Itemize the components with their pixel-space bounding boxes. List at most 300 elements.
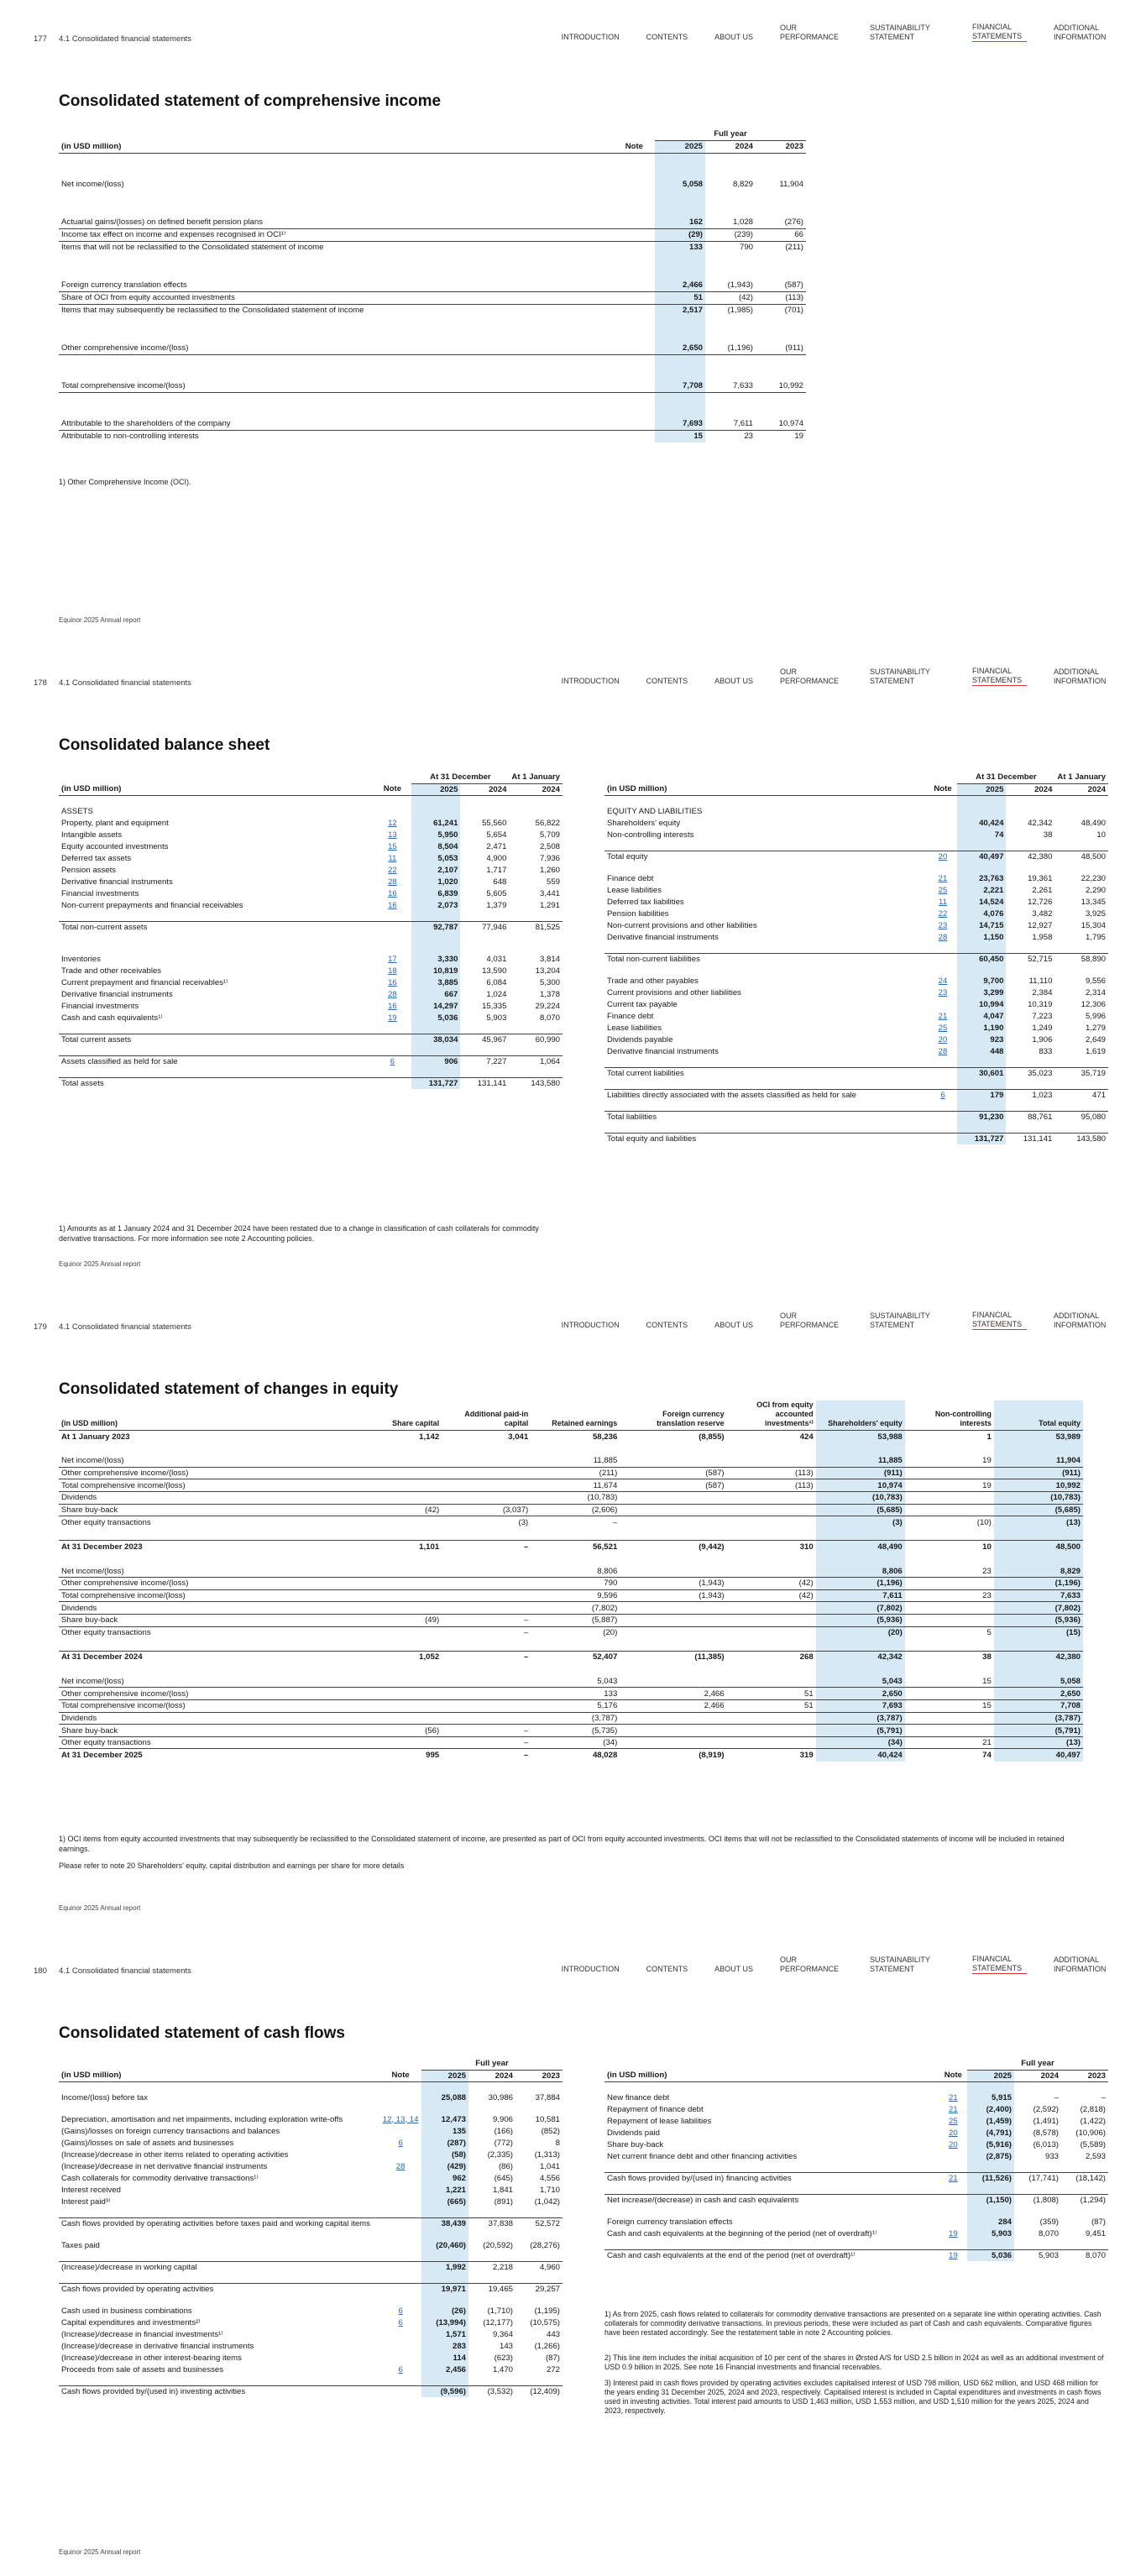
row-note (379, 2137, 421, 2149)
row-note (929, 1133, 958, 1144)
spacer-cell (1054, 943, 1108, 953)
spacer-cell (411, 805, 460, 817)
spacer-cell (604, 1079, 929, 1089)
row-note (379, 2196, 421, 2207)
row-value: 7,633 (994, 1589, 1083, 1602)
row-note (373, 1034, 411, 1045)
row-label: Dividends (59, 1602, 353, 1615)
nav-introduction[interactable]: INTRODUCTION (561, 33, 620, 41)
spacer-cell (994, 1528, 1083, 1541)
nav-contents[interactable]: CONTENTS (646, 33, 688, 41)
nav-contents[interactable]: CONTENTS (646, 1321, 688, 1329)
row-value: 11,885 (816, 1455, 905, 1468)
note-link[interactable]: 11 (939, 897, 947, 907)
spacer-cell (59, 165, 614, 178)
spacer-cell (1006, 965, 1054, 975)
row-note (373, 1077, 411, 1089)
note-link[interactable]: 16 (388, 888, 397, 898)
value-prior-year-2: (211) (785, 243, 803, 253)
nav-financial-statements[interactable]: FINANCIAL STATEMENTS (972, 1954, 1027, 1974)
row-value (442, 1455, 531, 1468)
spacer-cell (509, 933, 563, 943)
note-link[interactable]: 6 (398, 2138, 403, 2148)
top-nav (535, 22, 1112, 42)
row-note (939, 2150, 967, 2162)
row-label: At 31 December 2025 (59, 1749, 353, 1762)
note-link[interactable]: 6 (398, 2317, 403, 2327)
spacer-cell (614, 191, 655, 203)
table-row (59, 2239, 563, 2251)
row-value (905, 1504, 994, 1516)
nav-about-us[interactable]: ABOUT US (714, 1965, 753, 1973)
row-value: (13) (994, 1736, 1083, 1749)
note-link[interactable]: 25 (938, 1023, 948, 1033)
value-current-year: 1,190 (957, 1022, 1006, 1034)
row-note (373, 899, 411, 911)
note-link[interactable]: 28 (395, 2161, 406, 2171)
spacer-cell (939, 2206, 967, 2216)
value-current-year: (429) (421, 2160, 468, 2172)
spacer-cell (1006, 1123, 1054, 1133)
row-note (379, 2328, 421, 2340)
note-link[interactable]: 28 (388, 989, 397, 999)
note-link[interactable]: 21 (938, 1011, 948, 1021)
value-prior-year-2: 559 (546, 877, 560, 887)
value-current-year: (26) (421, 2305, 468, 2317)
row-label: Net income/(loss) (61, 1676, 124, 1686)
table-row (59, 228, 806, 241)
value-prior-year-2: 3,441 (539, 888, 560, 898)
section-label: 4.1 Consolidated financial statements (59, 678, 191, 688)
nav-sustainability[interactable]: SUSTAINABILITY STATEMENT (870, 668, 930, 685)
spacer-cell (957, 862, 1006, 872)
value-prior-year-2: (1,042) (534, 2196, 560, 2207)
spacer-cell (705, 203, 756, 216)
note-link[interactable]: 23 (938, 920, 948, 930)
note-link[interactable]: 19 (949, 2250, 958, 2260)
row-value: 7,693 (816, 1700, 905, 1713)
nav-contents[interactable]: CONTENTS (646, 677, 688, 685)
footnote-1: 1) OCI items from equity accounted investments that may subsequently be reclassified to the Consolidated statement of income, are presented as part of OCI from equity accounted investments. OCI items that will not be reclassified to the Consolidated statements of income will be included in retained earnings. (59, 1835, 1065, 1853)
nav-about-us[interactable]: ABOUT US (714, 677, 753, 685)
nav-our-performance[interactable]: OUR PERFORMANCE (780, 668, 840, 685)
row-label: (Increase)/decrease in working capital (59, 2261, 379, 2273)
header-unit: (in USD million) (607, 784, 667, 794)
value-prior-year: 35,023 (1006, 1067, 1054, 1079)
value-prior-year-2: – (1101, 2092, 1106, 2102)
spacer-cell (604, 795, 929, 805)
value-current-year: 448 (957, 1045, 1006, 1057)
row-note (373, 840, 411, 852)
row-label: Share buy-back (607, 2139, 664, 2149)
spacer-row (59, 2207, 563, 2217)
row-value: 51 (727, 1700, 816, 1713)
row-value: (5,685) (994, 1504, 1083, 1516)
value-current-year: 135 (421, 2125, 468, 2137)
row-label: Current prepayment and financial receivables¹⁾ (61, 977, 228, 987)
nav-additional-information[interactable]: ADDITIONAL INFORMATION (1054, 1956, 1107, 1973)
row-label: Items that will not be reclassified to the Consolidated statement of income (61, 243, 324, 253)
row-note (929, 1067, 958, 1079)
spacer-row (59, 911, 563, 921)
spacer-cell (442, 1639, 531, 1652)
spacer-cell (604, 2162, 939, 2172)
row-note (379, 2261, 421, 2273)
row-label: Total non-current liabilities (604, 953, 929, 965)
nav-about-us[interactable]: ABOUT US (714, 33, 753, 41)
note-link[interactable]: 25 (949, 2116, 958, 2126)
table-row (59, 976, 563, 988)
spacer-cell (59, 329, 614, 342)
row-value (442, 1491, 531, 1504)
value-current-year: 5,915 (967, 2092, 1014, 2103)
header-spacer (373, 772, 411, 783)
note-link[interactable]: 6 (398, 2364, 403, 2374)
value-current-year: 6,839 (411, 887, 460, 899)
spacer-cell (59, 1639, 353, 1652)
row-label: Other comprehensive income/(loss) (61, 343, 189, 353)
table-row (604, 2172, 1108, 2184)
spacer-cell (1006, 1079, 1054, 1089)
value-current-year: 2,107 (411, 864, 460, 876)
row-value (353, 1516, 442, 1529)
value-prior-year-2: 58,890 (1054, 953, 1108, 965)
spacer-cell (905, 1552, 994, 1565)
spacer-cell (531, 1663, 620, 1676)
nav-additional-information[interactable]: ADDITIONAL INFORMATION (1054, 1312, 1107, 1329)
value-current-year: 5,950 (411, 829, 460, 840)
spacer-cell (929, 965, 958, 975)
table-row (604, 2092, 1108, 2103)
row-label: (Increase)/decrease in net derivative financial instruments (61, 2161, 268, 2171)
value-prior-year: 15,335 (482, 1001, 507, 1011)
note-link[interactable]: 28 (388, 877, 397, 887)
value-prior-year-2: 10 (1096, 830, 1106, 840)
row-note (379, 2352, 421, 2364)
note-link[interactable]: 25 (938, 885, 948, 895)
footnote: 1) Other Comprehensive Income (OCI). (59, 478, 191, 486)
nav-sustainability[interactable]: SUSTAINABILITY STATEMENT (870, 24, 930, 41)
row-value: 48,028 (531, 1749, 620, 1762)
spacer-cell (442, 1552, 531, 1565)
row-value (620, 1516, 726, 1529)
row-note (929, 975, 958, 987)
header-row (604, 783, 1108, 795)
row-note (929, 829, 958, 840)
header-2025: 2025 (411, 783, 460, 795)
footnote-2: 2) This line item includes the initial acquisition of 10 per cent of the shares in Ørsted A/S for USD 2.5 billion in 2024 as well as an additional investment of USD 0.9 billion in 2025. See note 16 Financial investments and financial receivables. (604, 2353, 1104, 2371)
value-current-year: 2,073 (411, 899, 460, 911)
nav-financial-statements[interactable]: FINANCIAL STATEMENTS (972, 22, 1027, 42)
page-title: Consolidated balance sheet (59, 736, 270, 754)
value-current-year: 3,330 (411, 953, 460, 965)
note-link[interactable]: 17 (388, 954, 397, 964)
spacer-cell (816, 1639, 905, 1652)
value-current-year: 38,439 (421, 2217, 468, 2229)
table-row (604, 1010, 1108, 1022)
note-link[interactable]: 22 (388, 865, 397, 875)
row-note (379, 2160, 421, 2172)
spacer-cell (905, 1639, 994, 1652)
value-current-year: 5,903 (967, 2228, 1014, 2239)
note-link[interactable]: 12, 13, 14 (382, 2114, 419, 2124)
value-prior-year-2: (701) (784, 306, 803, 316)
spacer-cell (1061, 2081, 1108, 2092)
nav-financial-statements[interactable]: FINANCIAL STATEMENTS (972, 666, 1027, 686)
spacer-cell (905, 1442, 994, 1455)
spacer-row (59, 1067, 563, 1077)
nav-our-performance[interactable]: OUR PERFORMANCE (780, 1956, 840, 1973)
row-note (373, 965, 411, 976)
spacer-row (59, 329, 806, 342)
note-link[interactable]: 21 (949, 2173, 958, 2183)
table-row (59, 241, 806, 254)
note-link[interactable]: 20 (938, 1034, 948, 1045)
row-note (379, 2092, 421, 2103)
value-prior-year: 1,024 (486, 989, 507, 999)
row-note (614, 417, 655, 430)
nav-sustainability[interactable]: SUSTAINABILITY STATEMENT (870, 1956, 930, 1973)
value-current-year: 51 (655, 291, 705, 304)
table-row (59, 342, 806, 354)
row-label: Trade and other receivables (61, 966, 162, 976)
note-link[interactable]: 21 (949, 2104, 958, 2114)
row-label: Repayment of finance debt (607, 2104, 704, 2114)
spacer-cell (509, 1045, 563, 1055)
row-value: 5,058 (994, 1675, 1083, 1688)
spacer-row (59, 317, 806, 329)
value-prior-year: (2,335) (487, 2149, 513, 2160)
nav-our-performance[interactable]: OUR PERFORMANCE (780, 24, 840, 41)
spacer-cell (421, 2229, 468, 2239)
row-value: (5,791) (994, 1725, 1083, 1737)
page-title: Consolidated statement of cash flows (59, 2024, 345, 2042)
row-note (379, 2317, 421, 2328)
table-row (59, 1516, 1083, 1529)
row-value: – (442, 1736, 531, 1749)
value-prior-year: 42,342 (1028, 818, 1053, 828)
spacer-cell (531, 1639, 620, 1652)
spacer-row (59, 254, 806, 266)
nav-about-us[interactable]: ABOUT US (714, 1321, 753, 1329)
note-link[interactable]: 12 (388, 818, 397, 828)
page-number: 180 (34, 1966, 47, 1976)
row-value (727, 1675, 816, 1688)
value-prior-year-2: (276) (784, 217, 803, 227)
note-link[interactable]: 20 (949, 2128, 958, 2138)
note-link[interactable]: 24 (938, 976, 948, 986)
note-link[interactable]: 6 (398, 2306, 403, 2316)
nav-contents[interactable]: CONTENTS (646, 1965, 688, 1973)
header-2024: 2024 (495, 2071, 513, 2081)
nav-additional-information[interactable]: ADDITIONAL INFORMATION (1054, 668, 1107, 685)
spacer-cell (939, 2162, 967, 2172)
note-link[interactable]: 18 (388, 966, 397, 976)
spacer-cell (655, 266, 705, 279)
row-note (373, 988, 411, 1000)
spacer-cell (957, 1101, 1006, 1111)
nav-sustainability[interactable]: SUSTAINABILITY STATEMENT (870, 1312, 930, 1329)
row-label: Pension assets (61, 865, 117, 875)
spacer-cell (994, 1639, 1083, 1652)
note-link[interactable]: 22 (938, 908, 948, 919)
note-link[interactable]: 28 (938, 932, 948, 942)
spacer-cell (421, 2273, 468, 2283)
table-row (59, 2328, 563, 2340)
table-row (59, 279, 806, 291)
row-label: Non-current provisions and other liabilities (607, 920, 757, 930)
nav-introduction[interactable]: INTRODUCTION (561, 1965, 620, 1973)
table-row (604, 2103, 1108, 2115)
note-link[interactable]: 19 (388, 1013, 397, 1023)
value-prior-year: 23 (744, 432, 753, 442)
row-value (353, 1712, 442, 1725)
value-prior-year-2: 4,960 (515, 2261, 563, 2273)
note-link[interactable]: 16 (388, 1001, 397, 1011)
note-link[interactable]: 6 (390, 1056, 395, 1066)
row-note (929, 896, 958, 908)
value-prior-year-2: 1,041 (539, 2161, 560, 2171)
spacer-cell (604, 943, 929, 953)
value-current-year: (9,596) (421, 2385, 468, 2397)
spacer-cell (373, 1024, 411, 1034)
spacer-cell (379, 2081, 421, 2092)
value-prior-year-2: (113) (785, 293, 803, 302)
row-value: 9,596 (531, 1589, 620, 1602)
row-label: Proceeds from sale of assets and businesses (61, 2364, 224, 2374)
spacer-cell (515, 2273, 563, 2283)
cash-flows-financing-table (604, 2058, 1108, 2261)
row-note (379, 2340, 421, 2352)
value-prior-year-2: 4,556 (539, 2173, 560, 2183)
spacer-cell (411, 1067, 460, 1077)
value-prior-year-2: 13,204 (535, 966, 560, 976)
nav-our-performance[interactable]: OUR PERFORMANCE (780, 1312, 840, 1329)
row-value (905, 1491, 994, 1504)
spacer-cell (1006, 840, 1054, 851)
row-value (620, 1736, 726, 1749)
row-value: (3,037) (442, 1504, 531, 1516)
row-value: 7,708 (994, 1700, 1083, 1713)
row-label: At 1 January 2023 (61, 1432, 130, 1442)
table-row (59, 2305, 563, 2317)
value-prior-year: 7,633 (732, 380, 753, 390)
value-prior-year: (8,578) (1033, 2128, 1059, 2138)
row-label: Share buy-back (59, 1504, 353, 1516)
spacer-cell (939, 2184, 967, 2194)
spacer-row (59, 354, 806, 367)
row-label: Income/(loss) before tax (61, 2092, 148, 2102)
value-prior-year: (1,710) (487, 2306, 513, 2316)
note-link[interactable]: 15 (388, 841, 397, 851)
row-label: Net income/(loss) (61, 1566, 124, 1576)
spacer-row (59, 165, 806, 178)
row-value: (911) (994, 1467, 1083, 1479)
spacer-cell (460, 943, 509, 953)
footer: Equinor 2025 Annual report (59, 1904, 141, 1912)
spacer-row (59, 203, 806, 216)
note-link[interactable]: 16 (388, 977, 397, 987)
nav-financial-statements[interactable]: FINANCIAL STATEMENTS (972, 1310, 1027, 1330)
value-prior-year-2: 10,992 (778, 380, 803, 390)
value-prior-year: 45,967 (460, 1034, 509, 1045)
table-row (59, 1736, 1083, 1749)
row-note (929, 817, 958, 829)
note-link[interactable]: 19 (949, 2228, 958, 2238)
spacer-cell (705, 165, 756, 178)
note-link[interactable]: 23 (938, 987, 948, 997)
note-link[interactable]: 20 (949, 2139, 958, 2149)
spacer-cell (468, 2251, 515, 2261)
value-prior-year-2: 52,572 (515, 2217, 563, 2229)
value-prior-year: 11,110 (1028, 976, 1053, 986)
note-link[interactable]: 28 (938, 1046, 948, 1056)
row-label: Deferred tax liabilities (607, 897, 684, 907)
row-value: (56) (353, 1725, 442, 1737)
row-note (614, 430, 655, 442)
row-value: (42) (727, 1578, 816, 1590)
header-unit: (in USD million) (61, 784, 122, 794)
spacer-cell (411, 933, 460, 943)
row-note (939, 2103, 967, 2115)
value-prior-year: 5,654 (486, 830, 507, 840)
value-prior-year: 7,611 (733, 418, 753, 428)
row-value (905, 1725, 994, 1737)
row-value: (20) (531, 1626, 620, 1639)
note-link[interactable]: 11 (388, 853, 397, 863)
row-note (939, 2115, 967, 2127)
note-link[interactable]: 16 (388, 900, 397, 910)
row-label: Pension liabilities (607, 908, 669, 919)
note-link[interactable]: 21 (949, 2092, 958, 2102)
row-label: Foreign currency translation effects (61, 280, 187, 290)
spacer-cell (727, 1442, 816, 1455)
nav-introduction[interactable]: INTRODUCTION (561, 1321, 620, 1329)
spacer-cell (373, 943, 411, 953)
value-prior-year: 1,028 (732, 217, 753, 227)
value-prior-year: 9,364 (492, 2329, 513, 2339)
spacer-row (604, 943, 1108, 953)
nav-additional-information[interactable]: ADDITIONAL INFORMATION (1054, 24, 1107, 41)
table-row (59, 921, 563, 933)
footer: Equinor 2025 Annual report (59, 2548, 141, 2556)
note-link[interactable]: 6 (940, 1090, 945, 1100)
header-additional-paid-in-capital: Additional paid-in capital (442, 1401, 531, 1431)
row-note (614, 241, 655, 254)
row-label: Total equity and liabilities (604, 1133, 929, 1144)
row-value: (113) (727, 1479, 816, 1492)
row-value (620, 1602, 726, 1615)
note-link[interactable]: 13 (388, 830, 397, 840)
nav-introduction[interactable]: INTRODUCTION (561, 677, 620, 685)
note-link[interactable]: 21 (938, 873, 948, 883)
note-link[interactable]: 20 (938, 851, 948, 861)
row-value: (3,787) (816, 1712, 905, 1725)
spacer-cell (421, 2081, 468, 2092)
row-label: Other comprehensive income/(loss) (59, 1467, 353, 1479)
header-2023: 2023 (542, 2071, 560, 2081)
table-row (59, 864, 563, 876)
value-prior-year-2: 471 (1054, 1089, 1108, 1101)
spacer-cell (379, 2375, 421, 2385)
value-prior-year: – (1054, 2092, 1059, 2102)
table-row (59, 1578, 1083, 1590)
header-row (604, 2070, 1108, 2081)
spacer-cell (604, 2206, 939, 2216)
value-current-year: 1,150 (957, 931, 1006, 943)
value-current-year: (1,459) (967, 2115, 1014, 2127)
table-row (59, 2160, 563, 2172)
